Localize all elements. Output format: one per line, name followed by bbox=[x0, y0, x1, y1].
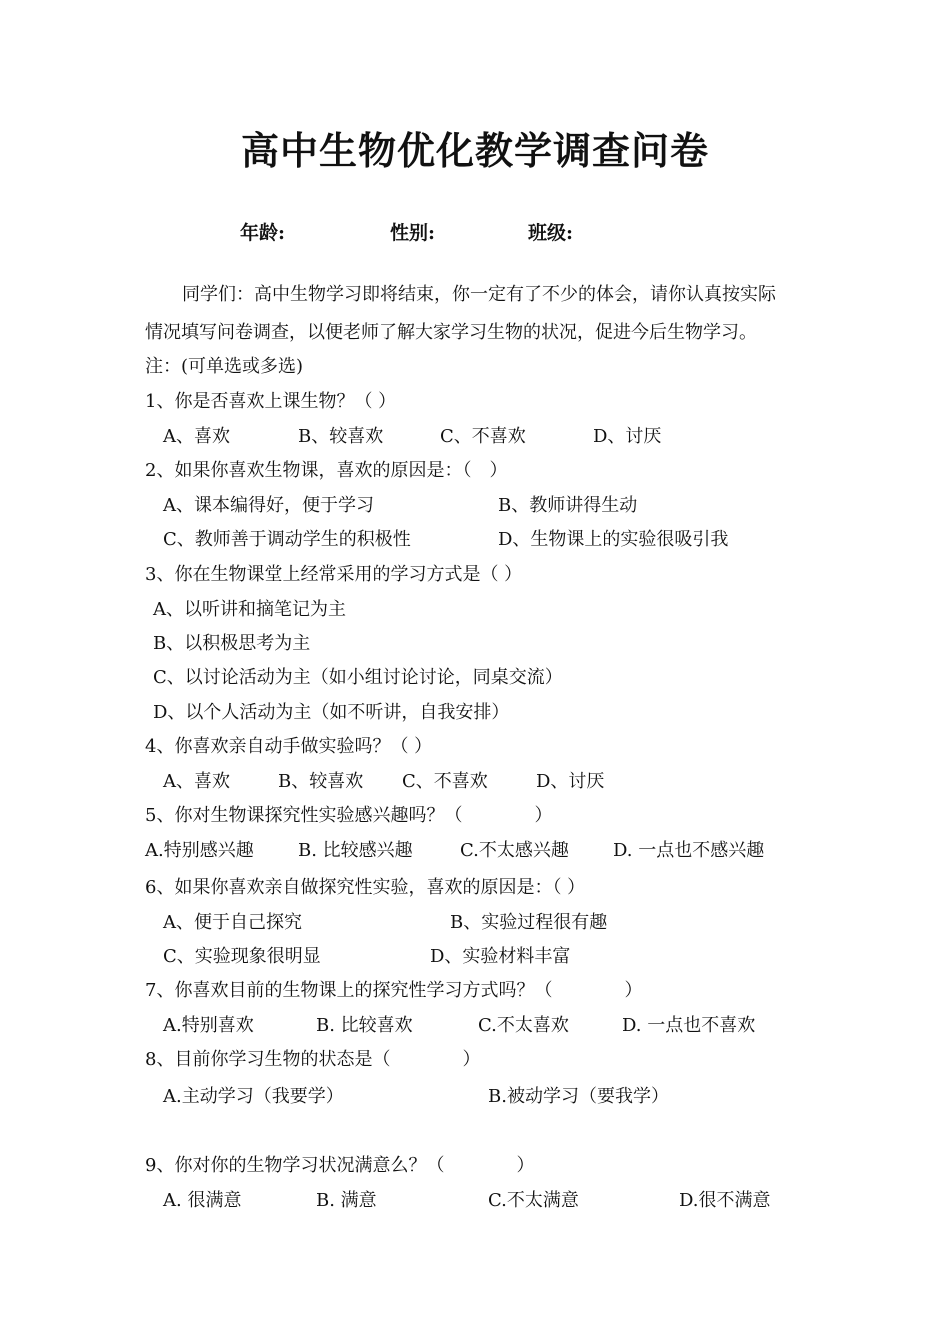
q4-option-b[interactable]: B、较喜欢 bbox=[278, 771, 364, 792]
gender-field-label: 性别: bbox=[390, 222, 436, 244]
q1-option-a[interactable]: A、喜欢 bbox=[163, 426, 230, 447]
q4-option-a[interactable]: A、喜欢 bbox=[163, 771, 230, 792]
q7-option-b[interactable]: B. 比较喜欢 bbox=[316, 1015, 413, 1036]
q4-option-d[interactable]: D、讨厌 bbox=[536, 771, 605, 792]
question-2: 2、如果你喜欢生物课，喜欢的原因是：（ ） bbox=[145, 460, 508, 481]
q6-option-b[interactable]: B、实验过程很有趣 bbox=[450, 912, 608, 933]
intro-note: 注：(可单选或多选) bbox=[145, 356, 304, 377]
age-field-label: 年龄: bbox=[240, 222, 286, 244]
q3-option-c[interactable]: C、以讨论活动为主（如小组讨论讨论，同桌交流） bbox=[153, 667, 563, 688]
q2-option-a[interactable]: A、课本编得好，便于学习 bbox=[163, 495, 374, 516]
intro-line-1: 同学们：高中生物学习即将结束，你一定有了不少的体会，请你认真按实际 bbox=[182, 284, 776, 305]
q9-option-c[interactable]: C.不太满意 bbox=[488, 1190, 579, 1211]
q5-option-a[interactable]: A.特别感兴趣 bbox=[145, 840, 254, 861]
question-8: 8、目前你学习生物的状态是（ ） bbox=[145, 1049, 481, 1070]
q6-option-a[interactable]: A、便于自己探究 bbox=[163, 912, 302, 933]
q3-option-b[interactable]: B、以积极思考为主 bbox=[153, 633, 311, 654]
question-6: 6、如果你喜欢亲自做探究性实验，喜欢的原因是：（ ） bbox=[145, 877, 586, 898]
class-field-label: 班级: bbox=[528, 222, 574, 244]
q4-option-c[interactable]: C、不喜欢 bbox=[402, 771, 488, 792]
q8-option-a[interactable]: A.主动学习（我要学） bbox=[163, 1086, 344, 1107]
q9-option-b[interactable]: B. 满意 bbox=[316, 1190, 377, 1211]
q2-option-d[interactable]: D、生物课上的实验很吸引我 bbox=[498, 529, 729, 550]
intro-line-2: 情况填写问卷调查，以便老师了解大家学习生物的状况，促进今后生物学习。 bbox=[145, 322, 757, 343]
question-3: 3、你在生物课堂上经常采用的学习方式是（ ） bbox=[145, 564, 523, 585]
q7-option-c[interactable]: C.不太喜欢 bbox=[478, 1015, 569, 1036]
q1-option-c[interactable]: C、不喜欢 bbox=[440, 426, 526, 447]
q3-option-d[interactable]: D、以个人活动为主（如不听讲，自我安排） bbox=[153, 702, 510, 723]
question-4: 4、你喜欢亲自动手做实验吗？（ ） bbox=[145, 736, 433, 757]
question-9: 9、你对你的生物学习状况满意么？（ ） bbox=[145, 1155, 535, 1176]
q7-option-a[interactable]: A.特别喜欢 bbox=[163, 1015, 254, 1036]
q5-option-c[interactable]: C.不太感兴趣 bbox=[460, 840, 569, 861]
q1-option-b[interactable]: B、较喜欢 bbox=[298, 426, 384, 447]
q6-option-d[interactable]: D、实验材料丰富 bbox=[430, 946, 571, 967]
q9-option-d[interactable]: D.很不满意 bbox=[679, 1190, 771, 1211]
q6-option-c[interactable]: C、实验现象很明显 bbox=[163, 946, 321, 967]
question-5: 5、你对生物课探究性实验感兴趣吗？（ ） bbox=[145, 805, 553, 826]
page-title: 高中生物优化教学调查问卷 bbox=[240, 128, 709, 173]
q2-option-b[interactable]: B、教师讲得生动 bbox=[498, 495, 638, 516]
q8-option-b[interactable]: B.被动学习（要我学） bbox=[488, 1086, 669, 1107]
q3-option-a[interactable]: A、以听讲和摘笔记为主 bbox=[153, 599, 346, 620]
q7-option-d[interactable]: D. 一点也不喜欢 bbox=[622, 1015, 756, 1036]
q9-option-a[interactable]: A. 很满意 bbox=[163, 1190, 242, 1211]
question-7: 7、你喜欢目前的生物课上的探究性学习方式吗？（ ） bbox=[145, 980, 643, 1001]
q5-option-d[interactable]: D. 一点也不感兴趣 bbox=[613, 840, 765, 861]
q5-option-b[interactable]: B. 比较感兴趣 bbox=[298, 840, 413, 861]
q2-option-c[interactable]: C、教师善于调动学生的积极性 bbox=[163, 529, 411, 550]
question-1: 1、你是否喜欢上课生物？（ ） bbox=[145, 391, 397, 412]
q1-option-d[interactable]: D、讨厌 bbox=[593, 426, 662, 447]
